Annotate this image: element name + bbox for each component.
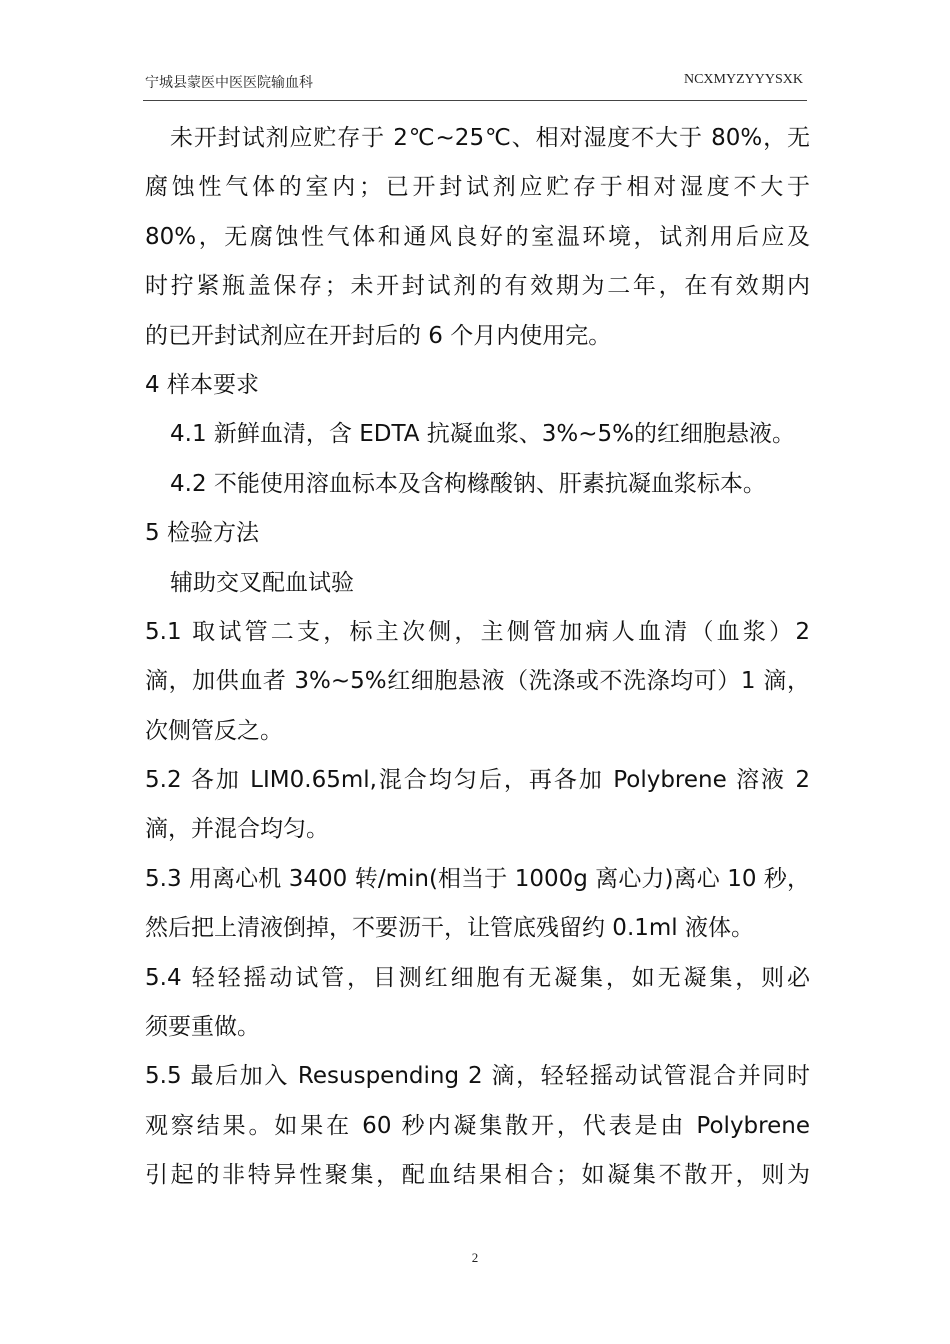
step-line: 5.4 轻轻摇动试管，目测红细胞有无凝集，如无凝集，则必 bbox=[145, 964, 810, 991]
step-line: 滴，并混合均匀。 bbox=[145, 816, 329, 843]
header-department: 宁城县蒙医中医医院输血科 bbox=[145, 75, 313, 91]
step-line: 5.5 最后加入 Resuspending 2 滴，轻轻摇动试管混合并同时 bbox=[145, 1063, 810, 1090]
document-body bbox=[145, 114, 810, 1201]
step-line: 5.2 各加 LIM0.65ml,混合均匀后，再各加 Polybrene 溶液 2 bbox=[145, 767, 810, 794]
step-line: 滴，加供血者 3%~5%红细胞悬液（洗涤或不洗涤均可）1 滴， bbox=[145, 668, 810, 695]
section-heading: 5 检验方法 bbox=[145, 520, 259, 547]
step-line: 须要重做。 bbox=[145, 1014, 260, 1041]
page-number: 2 bbox=[471, 1250, 479, 1265]
step-line: 次侧管反之。 bbox=[145, 717, 283, 744]
section-heading: 4 样本要求 bbox=[145, 371, 259, 398]
paragraph-line: 未开封试剂应贮存于 2℃~25℃、相对湿度不大于 80%，无 bbox=[170, 125, 810, 151]
step-line: 引起的非特异性聚集，配血结果相合；如凝集不散开，则为 bbox=[145, 1162, 810, 1189]
step-line: 5.3 用离心机 3400 转/min(相当于 1000g 离心力)离心 10 秒， bbox=[145, 865, 810, 892]
paragraph-line: 80%，无腐蚀性气体和通风良好的室温环境，试剂用后应及 bbox=[145, 223, 810, 250]
header-divider bbox=[143, 100, 807, 101]
subsection-line: 4.1 新鲜血清，含 EDTA 抗凝血浆、3%~5%的红细胞悬液。 bbox=[170, 421, 795, 448]
header-code: NCXMYZYYYSXK bbox=[683, 72, 803, 87]
subheading: 辅助交叉配血试验 bbox=[170, 569, 354, 596]
step-line: 观察结果。如果在 60 秒内凝集散开，代表是由 Polybrene bbox=[145, 1112, 810, 1139]
subsection-line: 4.2 不能使用溶血标本及含枸橼酸钠、肝素抗凝血浆标本。 bbox=[170, 470, 766, 497]
step-line: 然后把上清液倒掉，不要沥干，让管底残留约 0.1ml 液体。 bbox=[145, 915, 754, 942]
step-line: 5.1 取试管二支，标主次侧，主侧管加病人血清（血浆）2 bbox=[145, 618, 810, 645]
paragraph-line: 的已开封试剂应在开封后的 6 个月内使用完。 bbox=[145, 322, 612, 349]
paragraph-line: 腐蚀性气体的室内；已开封试剂应贮存于相对湿度不大于 bbox=[145, 174, 810, 201]
paragraph-line: 时拧紧瓶盖保存；未开封试剂的有效期为二年，在有效期内 bbox=[145, 273, 810, 300]
